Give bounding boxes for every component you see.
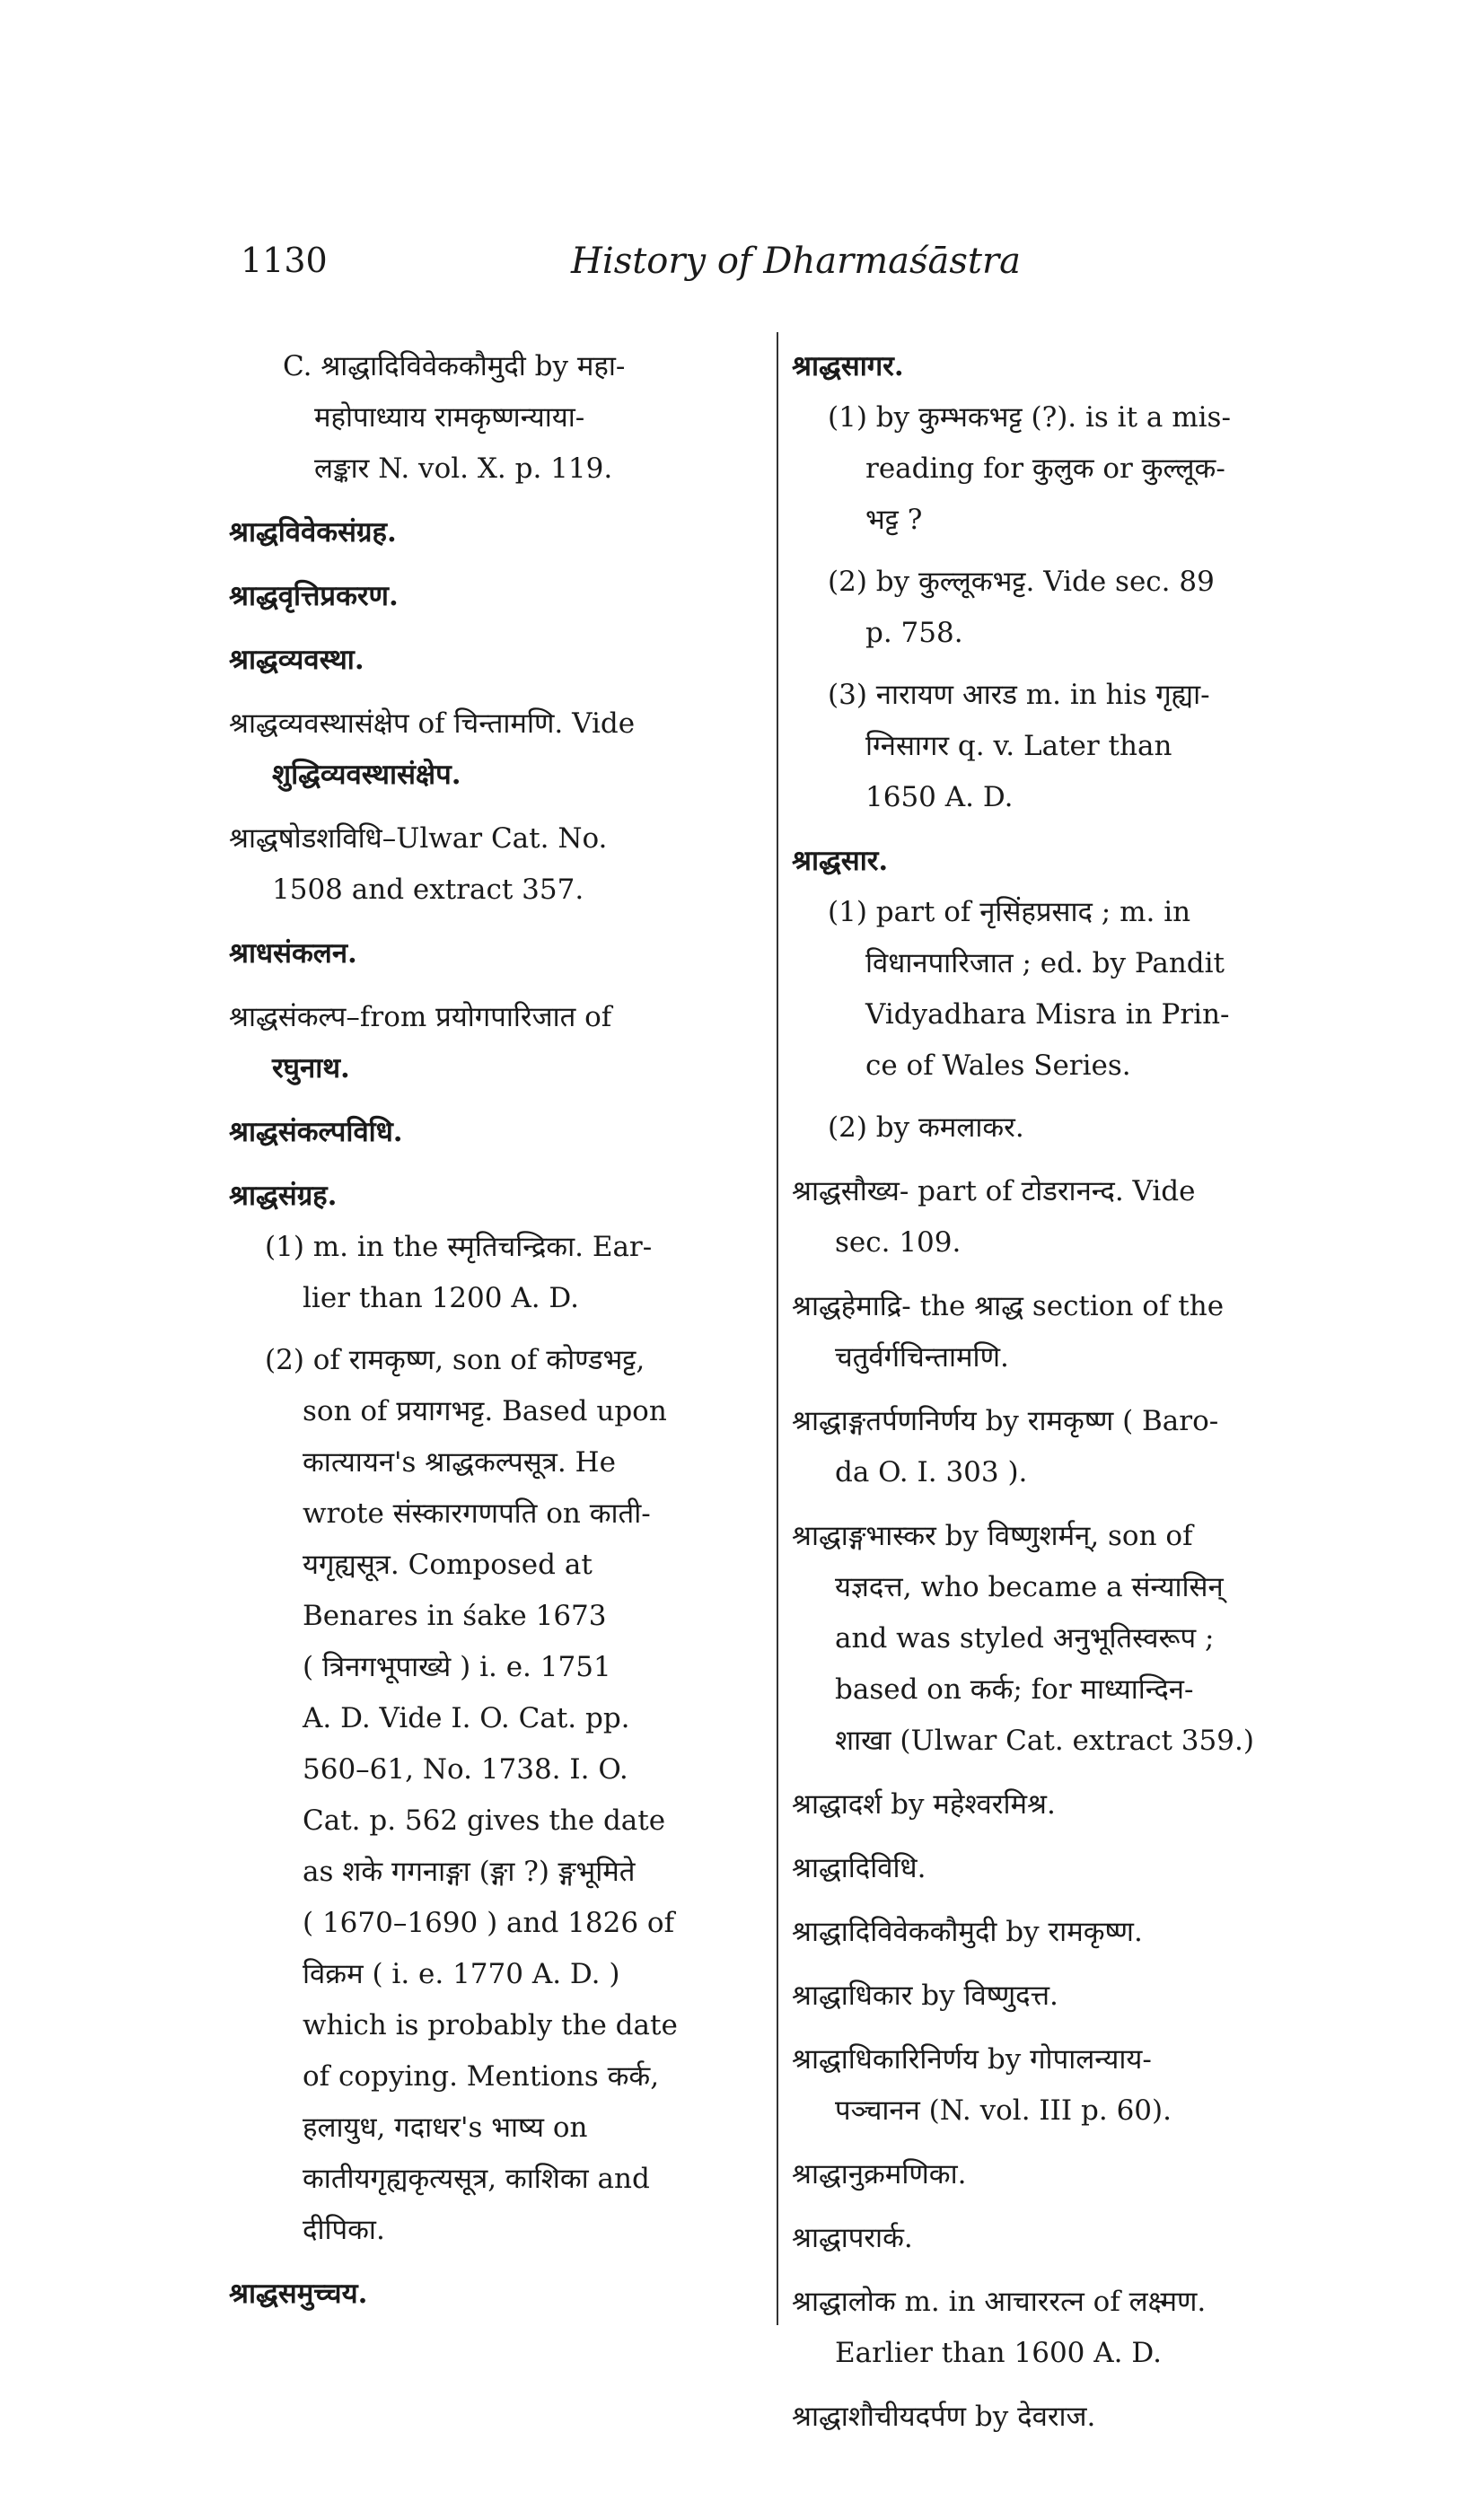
entry-9-sub2-line: Cat. p. 562 gives the date	[303, 1804, 666, 1837]
entry-c-line2: महोपाध्याय रामकृष्णन्याया-	[314, 401, 585, 434]
entry-r9: श्राद्धादिविवेककौमुदी by रामकृष्ण.	[792, 1916, 1143, 1948]
entry-9-sub2-line: कातीयगृह्यकृत्यसूत्र, काशिका and	[303, 2163, 650, 2195]
entry-10: श्राद्धसमुच्चय.	[229, 2278, 368, 2310]
entry-9-sub2-line: कात्यायन's श्राद्धकल्पसूत्र. He	[303, 1446, 616, 1479]
entry-r6-line: and was styled अनुभूतिस्वरूप ;	[835, 1622, 1215, 1655]
entry-4	[229, 698, 763, 801]
entry-r5-line: da O. I. 303 ).	[835, 1456, 1028, 1488]
entry-9-sub1	[229, 1222, 763, 1324]
entry-9-sub2	[229, 1335, 763, 2256]
entry-r2	[792, 836, 1313, 1154]
entry-9-sub1-line1: (1) m. in the स्मृतिचन्द्रिका. Ear-	[265, 1231, 653, 1263]
entry-r1	[792, 341, 1313, 823]
entry-r14	[792, 2277, 1313, 2379]
entry-r1-sub1-line: (1) by कुम्भकभट्ट (?). is it a mis-	[828, 401, 1231, 434]
entry-9-sub2-line: ( 1670–1690 ) and 1826 of	[303, 1907, 675, 1939]
entry-9-sub2-line: as शके गगनाङ्गा (ङ्गा ?) ङ्गभूमिते	[303, 1856, 636, 1888]
entry-r2-sub1	[792, 887, 1313, 1092]
column-divider	[777, 332, 778, 2325]
entry-r5-line: श्राद्धाङ्गतर्पणनिर्णय by रामकृष्ण ( Baro-	[792, 1405, 1219, 1437]
entry-r4-line: चतुर्वर्गचिन्तामणि.	[835, 1341, 1009, 1374]
entry-r6-line: यज्ञदत्त, who became a संन्यासिन्	[835, 1571, 1224, 1603]
entry-9-sub2-line: हलायुध, गदाधर's भाष्य on	[303, 2111, 588, 2144]
entry-9-sub2-line: यगृह्यसूत्र. Composed at	[303, 1549, 593, 1581]
entry-9-sub2-line: A. D. Vide I. O. Cat. pp.	[303, 1702, 630, 1734]
right-column	[792, 341, 1313, 2455]
entry-9-sub2-line: 560–61, No. 1738. I. O.	[303, 1753, 628, 1786]
entry-1: श्राद्धविवेकसंग्रह.	[229, 516, 397, 549]
entry-r1-sub1-line: भट्ट ?	[865, 504, 923, 536]
entry-9-sub2-line: wrote संस्कारगणपति on काती-	[303, 1497, 651, 1530]
entry-6: श्राधसंकलन.	[229, 937, 357, 970]
left-column	[229, 341, 763, 2332]
entry-r7: श्राद्धादर्श by महेश्वरमिश्र.	[792, 1788, 1056, 1821]
entry-r6	[792, 1511, 1313, 1767]
entry-9-sub2-line: विक्रम ( i. e. 1770 A. D. )	[303, 1958, 620, 1990]
entry-r1-sub2-line: (2) by कुल्लूकभट्ट. Vide sec. 89	[828, 566, 1215, 598]
entry-r6-line: based on कर्क; for माध्यान्दिन-	[835, 1673, 1194, 1706]
entry-r8: श्राद्धादिविधि.	[792, 1852, 926, 1884]
entry-r1-sub3	[792, 670, 1313, 823]
entry-r2-sub2: (2) by कमलाकर.	[828, 1111, 1024, 1144]
entry-9-sub2-line: (2) of रामकृष्ण, son of कोण्डभट्ट,	[265, 1344, 645, 1376]
entry-9-head: श्राद्धसंग्रह.	[229, 1180, 338, 1212]
entry-r6-line: श्राद्धाङ्गभास्कर by विष्णुशर्मन्, son of	[792, 1520, 1193, 1552]
entry-r11	[792, 2034, 1313, 2137]
entry-5	[229, 813, 763, 916]
entry-r5	[792, 1396, 1313, 1498]
entry-r2-sub1-line: विधानपारिजात ; ed. by Pandit	[865, 947, 1225, 979]
entry-r15: श्राद्धाशौचीयदर्पण by देवराज.	[792, 2401, 1096, 2433]
entry-r2-sub1-line: ce of Wales Series.	[865, 1049, 1131, 1082]
entry-9-sub2-line: Benares in śake 1673	[303, 1600, 607, 1632]
entry-r1-sub3-line: ग्निसागर q. v. Later than	[865, 730, 1172, 762]
entry-2: श्राद्धवृत्तिप्रकरण.	[229, 580, 399, 612]
entry-r14-line: श्राद्धालोक m. in आचाररत्न of लक्ष्मण.	[792, 2286, 1207, 2318]
entry-8: श्राद्धसंकल्पविधि.	[229, 1116, 403, 1148]
entry-r2-sub1-line: Vidyadhara Misra in Prin-	[865, 998, 1230, 1031]
entry-r1-sub1	[792, 392, 1313, 546]
entry-9-sub1-line2: lier than 1200 A. D.	[303, 1282, 580, 1314]
entry-r12: श्राद्धानुक्रमणिका.	[792, 2158, 967, 2190]
entry-c-line3: लङ्कार N. vol. X. p. 119.	[314, 452, 613, 485]
entry-r1-sub2	[792, 557, 1313, 659]
entry-r6-line: शाखा (Ulwar Cat. extract 359.)	[835, 1725, 1254, 1757]
entry-r2-head: श्राद्धसार.	[792, 845, 889, 877]
entry-r4-line: श्राद्धहेमाद्रि- the श्राद्ध section of the	[792, 1290, 1225, 1322]
entry-9-sub2-line: दीपिका.	[303, 2214, 385, 2246]
entry-r1-sub2-line: p. 758.	[865, 617, 963, 649]
entry-r1-head: श्राद्धसागर.	[792, 350, 904, 382]
entry-5-line2: 1508 and extract 357.	[272, 874, 584, 906]
entry-3: श्राद्धव्यवस्था.	[229, 644, 364, 676]
entry-9-sub2-line: ( त्रिनगभूपाख्ये ) i. e. 1751	[303, 1651, 611, 1683]
entry-r11-line: श्राद्धाधिकारिनिर्णय by गोपालन्याय-	[792, 2043, 1152, 2076]
entry-r3-line: sec. 109.	[835, 1226, 962, 1259]
entry-9-sub2-line: which is probably the date	[303, 2009, 678, 2041]
entry-4-line1: श्राद्धव्यवस्थासंक्षेप of चिन्तामणि. Vide	[229, 707, 636, 740]
entry-5-line1: श्राद्धषोडशविधि–Ulwar Cat. No.	[229, 822, 608, 855]
entry-r13: श्राद्धापरार्क.	[792, 2222, 913, 2254]
entry-9	[229, 1171, 763, 2256]
entry-9-sub2-line: son of प्रयागभट्ट. Based upon	[303, 1395, 667, 1427]
entry-7-line2: रघुनाथ.	[272, 1052, 350, 1084]
entry-r11-line: पञ्चानन (N. vol. III p. 60).	[835, 2094, 1172, 2127]
entry-r4	[792, 1281, 1313, 1383]
entry-r3-line: श्राद्धसौख्य- part of टोडरानन्द. Vide	[792, 1175, 1196, 1207]
entry-r10: श्राद्धाधिकार by विष्णुदत्त.	[792, 1980, 1058, 2012]
entry-9-sub2-line: of copying. Mentions कर्क,	[303, 2060, 660, 2093]
entry-c-line1: C. श्राद्धादिविवेककौमुदी by महा-	[283, 350, 626, 382]
entry-7-line1: श्राद्धसंकल्प–from प्रयोगपारिजात of	[229, 1001, 612, 1033]
entry-r14-line: Earlier than 1600 A. D.	[835, 2337, 1162, 2369]
entry-r1-sub3-line: 1650 A. D.	[865, 781, 1014, 813]
entry-r2-sub1-line: (1) part of नृसिंहप्रसाद ; m. in	[828, 896, 1191, 928]
entry-r3	[792, 1166, 1313, 1269]
entry-r1-sub3-line: (3) नारायण आरड m. in his गृह्या-	[828, 679, 1210, 711]
page-number: 1130	[241, 241, 328, 280]
entry-7	[229, 992, 763, 1094]
entry-4-line2: शुद्धिव्यवस्थासंक्षेप.	[272, 759, 461, 791]
entry-r1-sub1-line: reading for कुलुक or कुल्लूक-	[865, 452, 1225, 485]
running-title: History of Dharmaśāstra	[571, 241, 1021, 282]
entry-c	[229, 341, 763, 495]
